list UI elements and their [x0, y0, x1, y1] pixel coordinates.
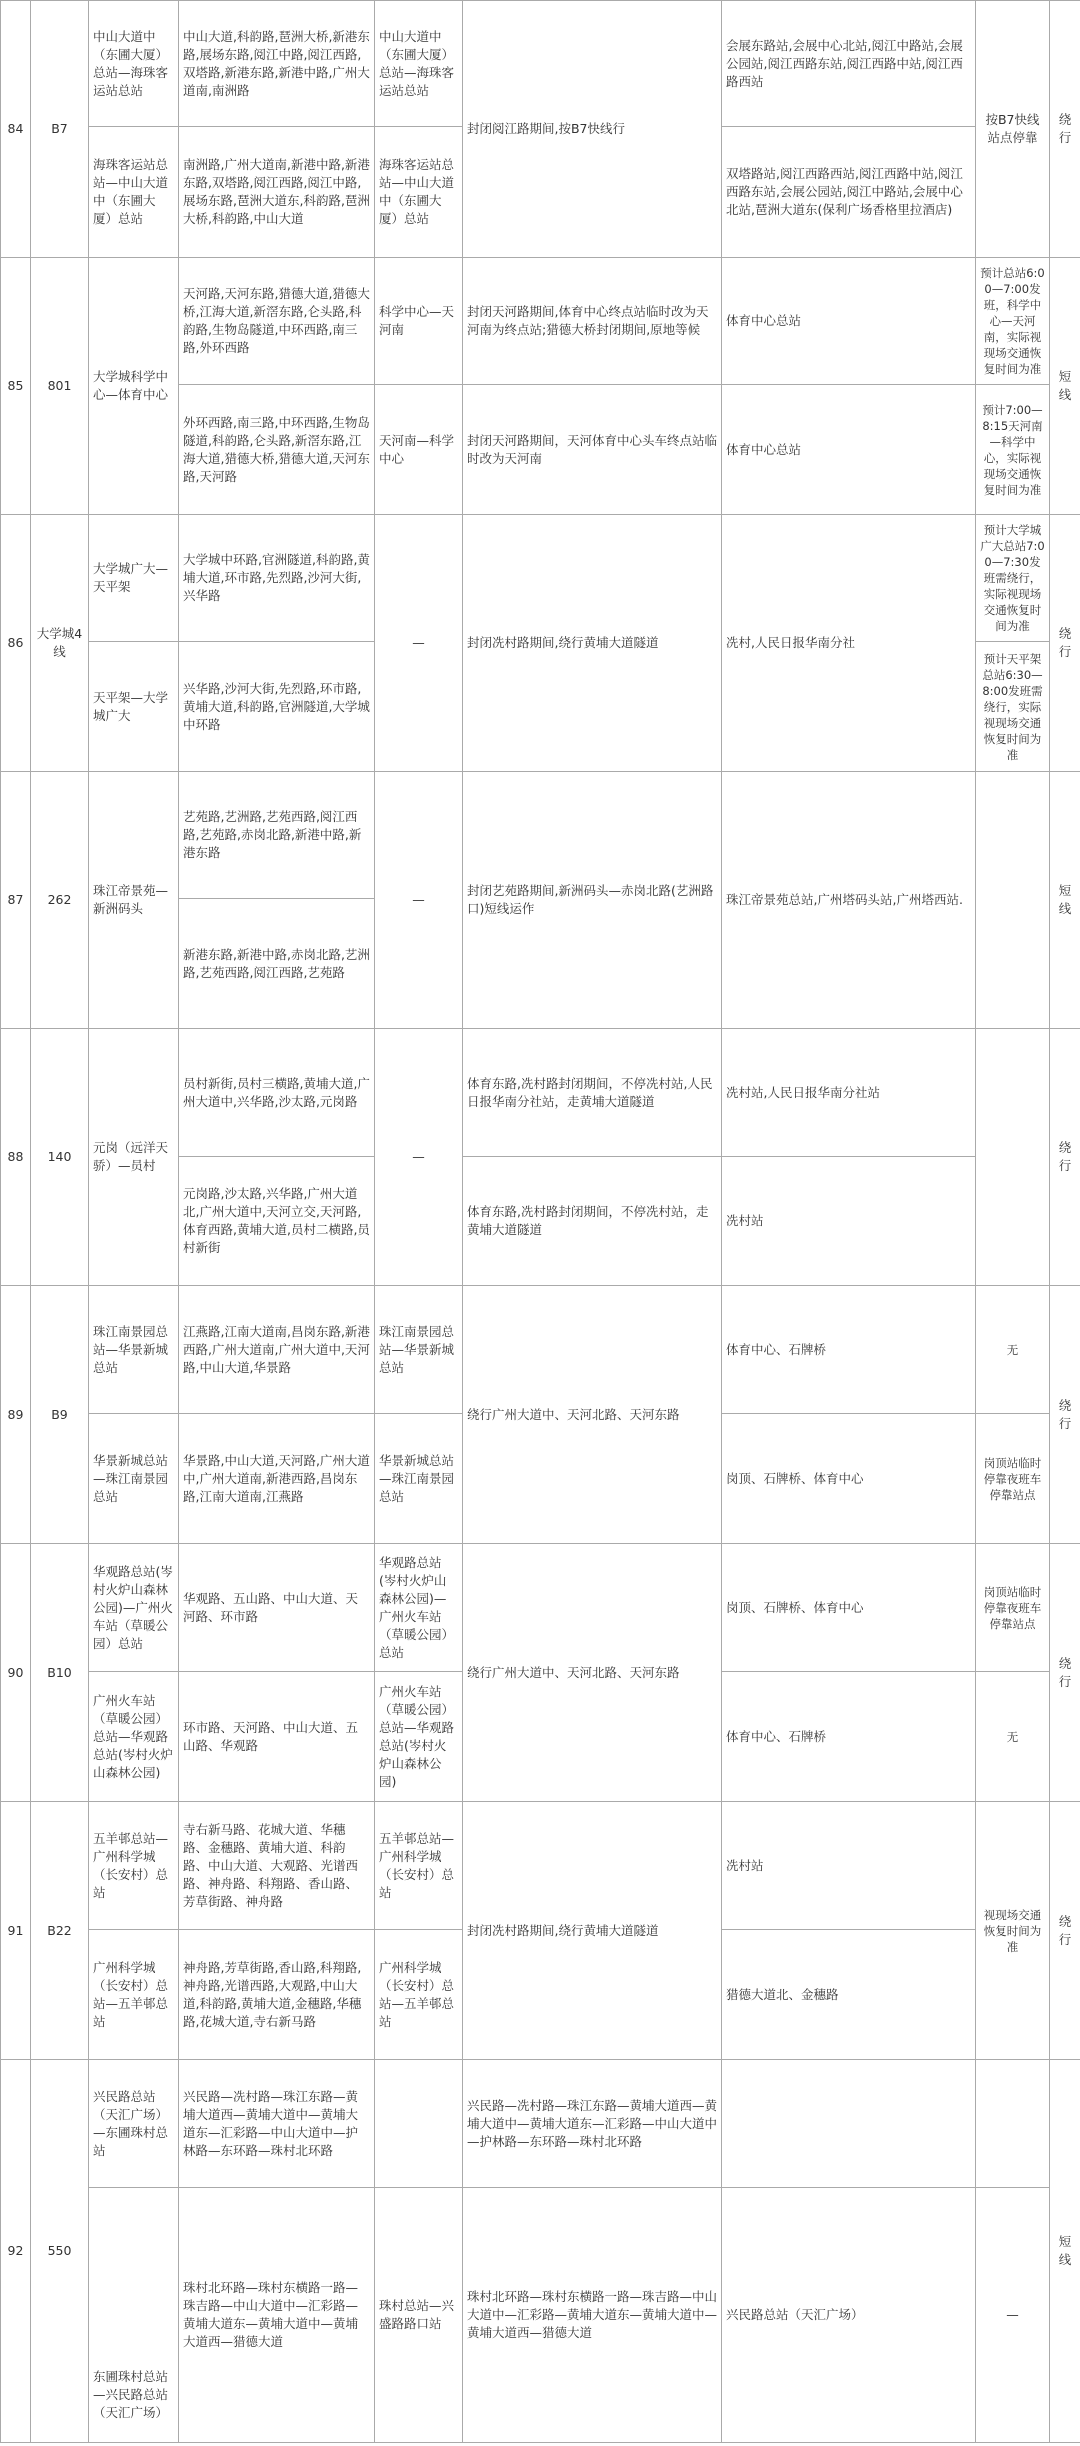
direction: 五羊邨总站—广州科学城（长安村）总站 — [89, 1802, 179, 1930]
adjustment: 珠村北环路—珠村东横路一路—珠吉路—中山大道中—汇彩路—黄埔大道东—黄埔大道中—黄埔大道西—猎德大道 — [463, 2188, 722, 2443]
affected-stops: 体育中心、石牌桥 — [722, 1672, 976, 1802]
original-route: 员村新街,员村三横路,黄埔大道,广州大道中,兴华路,沙太路,元岗路 — [179, 1029, 375, 1157]
affected-stops: 会展东路站,会展中心北站,阅江中路站,会展公园站,阅江西路东站,阅江西路中站,阅江西路西站 — [722, 1, 976, 127]
adjustment: 兴民路—冼村路—珠江东路—黄埔大道西—黄埔大道中—黄埔大道东—汇彩路—中山大道中—护林路—东环路—珠村北环路 — [463, 2060, 722, 2188]
adjusted-direction: — — [375, 515, 463, 772]
direction: 大学城广大—天平架 — [89, 515, 179, 642]
affected-stops: 冼村,人民日报华南分社 — [722, 515, 976, 772]
row-number: 84 — [1, 1, 31, 258]
affected-stops: 岗顶、石牌桥、体育中心 — [722, 1544, 976, 1672]
row-number: 85 — [1, 258, 31, 515]
adjust-type: 短线 — [1050, 258, 1080, 515]
row-number: 88 — [1, 1029, 31, 1286]
affected-stops: 岗顶、石牌桥、体育中心 — [722, 1414, 976, 1544]
adjusted-direction: 五羊邨总站—广州科学城（长安村）总站 — [375, 1802, 463, 1930]
adjusted-direction: 科学中心—天河南 — [375, 258, 463, 385]
affected-stops: 冼村站 — [722, 1157, 976, 1286]
adjustment: 封闭冼村路期间,绕行黄埔大道隧道 — [463, 1802, 722, 2060]
adjusted-direction: 华景新城总站—珠江南景园总站 — [375, 1414, 463, 1544]
table-row — [1, 1286, 1080, 1414]
adjusted-direction: 广州科学城（长安村）总站—五羊邨总站 — [375, 1930, 463, 2060]
adjustment: 绕行广州大道中、天河北路、天河东路 — [463, 1286, 722, 1544]
direction: 天平架—大学城广大 — [89, 642, 179, 772]
affected-stops: 冼村站,人民日报华南分社站 — [722, 1029, 976, 1157]
adjustment: 绕行广州大道中、天河北路、天河东路 — [463, 1544, 722, 1802]
remarks: 预计7:00—8:15天河南—科学中心，实际视现场交通恢复时间为准 — [976, 385, 1050, 515]
adjust-type: 绕行 — [1050, 1029, 1080, 1286]
remarks: 预计总站6:00—7:00发班，科学中心—天河南，实际视现场交通恢复时间为准 — [976, 258, 1050, 385]
original-route: 大学城中环路,官洲隧道,科韵路,黄埔大道,环市路,先烈路,沙河大街,兴华路 — [179, 515, 375, 642]
original-route: 中山大道,科韵路,琶洲大桥,新港东路,展场东路,阅江中路,阅江西路,双塔路,新港东路,新港中路,广州大道南,南洲路 — [179, 1, 375, 127]
affected-stops: 双塔路站,阅江西路西站,阅江西路中站,阅江西路东站,会展公园站,阅江中路站,会展中心北站,琶洲大道东(保利广场香格里拉酒店) — [722, 127, 976, 258]
original-route: 神舟路,芳草街路,香山路,科翔路,神舟路,光谱西路,大观路,中山大道,科韵路,黄埔大道,金穗路,华穗路,花城大道,寺右新马路 — [179, 1930, 375, 2060]
affected-stops: 兴民路总站（天汇广场） — [722, 2188, 976, 2443]
route-name: 大学城4线 — [31, 515, 89, 772]
row-number: 89 — [1, 1286, 31, 1544]
route-name: 140 — [31, 1029, 89, 1286]
table-row — [1, 1544, 1080, 1672]
direction: 华景新城总站—珠江南景园总站 — [89, 1414, 179, 1544]
affected-stops: 体育中心总站 — [722, 258, 976, 385]
original-route: 环市路、天河路、中山大道、五山路、华观路 — [179, 1672, 375, 1802]
direction: 东圃珠村总站—兴民路总站（天汇广场） — [89, 2188, 179, 2443]
table-row — [1, 1029, 1080, 1157]
row-number: 90 — [1, 1544, 31, 1802]
adjustment: 封闭艺苑路期间,新洲码头—赤岗北路(艺洲路口)短线运作 — [463, 772, 722, 1029]
direction: 华观路总站(岑村火炉山森林公园)—广州火车站（草暖公园）总站 — [89, 1544, 179, 1672]
direction: 珠江南景园总站—华景新城总站 — [89, 1286, 179, 1414]
adjustment: 封闭阅江路期间,按B7快线行 — [463, 1, 722, 258]
original-route: 元岗路,沙太路,兴华路,广州大道北,广州大道中,天河立交,天河路,体育西路,黄埔大道,员村二横路,员村新街 — [179, 1157, 375, 1286]
adjusted-direction: 广州火车站（草暖公园）总站—华观路总站(岑村火炉山森林公园) — [375, 1672, 463, 1802]
original-route: 兴民路—冼村路—珠江东路—黄埔大道西—黄埔大道中—黄埔大道东—汇彩路—中山大道中—护林路—东环路—珠村北环路 — [179, 2060, 375, 2188]
direction: 大学城科学中心—体育中心 — [89, 258, 179, 515]
table-row — [1, 772, 1080, 899]
adjusted-direction: 华观路总站(岑村火炉山森林公园)—广州火车站（草暖公园）总站 — [375, 1544, 463, 1672]
original-route: 珠村北环路—珠村东横路一路—珠吉路—中山大道中—汇彩路—黄埔大道东—黄埔大道中—黄埔大道西—猎德大道 — [179, 2188, 375, 2443]
original-route: 艺苑路,艺洲路,艺苑西路,阅江西路,艺苑路,赤岗北路,新港中路,新港东路 — [179, 772, 375, 899]
adjusted-direction: 中山大道中（东圃大厦）总站—海珠客运站总站 — [375, 1, 463, 127]
row-number: 91 — [1, 1802, 31, 2060]
adjustment: 封闭天河路期间,体育中心终点站临时改为天河南为终点站;猎德大桥封闭期间,原地等候 — [463, 258, 722, 385]
remarks — [976, 1029, 1050, 1286]
adjustment: 体育东路,冼村路封闭期间，不停冼村站,人民日报华南分社站，走黄埔大道隧道 — [463, 1029, 722, 1157]
original-route: 南洲路,广州大道南,新港中路,新港东路,双塔路,阅江西路,阅江中路,展场东路,琶洲大道东,科韵路,琶洲大桥,科韵路,中山大道 — [179, 127, 375, 258]
affected-stops: 体育中心、石牌桥 — [722, 1286, 976, 1414]
route-name: B9 — [31, 1286, 89, 1544]
table-row — [1, 258, 1080, 385]
adjusted-direction: — — [375, 772, 463, 1029]
table-row — [1, 515, 1080, 642]
original-route: 华观路、五山路、中山大道、天河路、环市路 — [179, 1544, 375, 1672]
original-route: 寺右新马路、花城大道、华穗路、金穗路、黄埔大道、科韵路、中山大道、大观路、光谱西路、神舟路、科翔路、香山路、芳草街路、神舟路 — [179, 1802, 375, 1930]
adjusted-direction: 天河南—科学中心 — [375, 385, 463, 515]
row-number: 92 — [1, 2060, 31, 2443]
adjust-type: 绕行 — [1050, 1286, 1080, 1544]
table-row — [1, 2060, 1080, 2188]
table-row — [1, 2188, 1080, 2443]
remarks: 预计天平架总站6:30—8:00发班需绕行，实际视现场交通恢复时间为准 — [976, 642, 1050, 772]
row-number: 86 — [1, 515, 31, 772]
remarks: 岗顶站临时停靠夜班车停靠站点 — [976, 1414, 1050, 1544]
affected-stops: 冼村站 — [722, 1802, 976, 1930]
table-row — [1, 1802, 1080, 1930]
remarks: 无 — [976, 1286, 1050, 1414]
original-route: 新港东路,新港中路,赤岗北路,艺洲路,艺苑西路,阅江西路,艺苑路 — [179, 899, 375, 1029]
direction: 海珠客运站总站—中山大道中（东圃大厦）总站 — [89, 127, 179, 258]
route-name: 801 — [31, 258, 89, 515]
table-row — [1, 1, 1080, 127]
adjustment: 封闭冼村路期间,绕行黄埔大道隧道 — [463, 515, 722, 772]
remarks — [976, 2060, 1050, 2188]
original-route: 外环西路,南三路,中环西路,生物岛隧道,科韵路,仑头路,新滘东路,江海大道,猎德大桥,猎德大道,天河东路,天河路 — [179, 385, 375, 515]
remarks: 无 — [976, 1672, 1050, 1802]
adjustment: 封闭天河路期间，天河体育中心头车终点站临时改为天河南 — [463, 385, 722, 515]
remarks: — — [976, 2188, 1050, 2443]
remarks: 岗顶站临时停靠夜班车停靠站点 — [976, 1544, 1050, 1672]
original-route: 华景路,中山大道,天河路,广州大道中,广州大道南,新港西路,昌岗东路,江南大道南,江燕路 — [179, 1414, 375, 1544]
direction: 中山大道中（东圃大厦）总站—海珠客运站总站 — [89, 1, 179, 127]
adjust-type: 短线 — [1050, 2060, 1080, 2443]
direction: 广州火车站（草暖公园）总站—华观路总站(岑村火炉山森林公园) — [89, 1672, 179, 1802]
remarks: 视现场交通恢复时间为准 — [976, 1802, 1050, 2060]
affected-stops: 体育中心总站 — [722, 385, 976, 515]
adjusted-direction: 海珠客运站总站—中山大道中（东圃大厦）总站 — [375, 127, 463, 258]
adjustment: 体育东路,冼村路封闭期间，不停冼村站，走黄埔大道隧道 — [463, 1157, 722, 1286]
direction: 珠江帝景苑—新洲码头 — [89, 772, 179, 1029]
remarks — [976, 772, 1050, 1029]
adjusted-direction: 珠江南景园总站—华景新城总站 — [375, 1286, 463, 1414]
adjusted-direction: — — [375, 1029, 463, 1286]
original-route: 江燕路,江南大道南,昌岗东路,新港西路,广州大道南,广州大道中,天河路,中山大道,华景路 — [179, 1286, 375, 1414]
direction: 广州科学城（长安村）总站—五羊邨总站 — [89, 1930, 179, 2060]
adjust-type: 绕行 — [1050, 1, 1080, 258]
remarks: 按B7快线站点停靠 — [976, 1, 1050, 258]
affected-stops — [722, 2060, 976, 2188]
adjust-type: 绕行 — [1050, 1544, 1080, 1802]
original-route: 天河路,天河东路,猎德大道,猎德大桥,江海大道,新滘东路,仑头路,科韵路,生物岛隧道,中环西路,南三路,外环西路 — [179, 258, 375, 385]
adjust-type: 绕行 — [1050, 1802, 1080, 2060]
direction: 兴民路总站（天汇广场）—东圃珠村总站 — [89, 2060, 179, 2188]
affected-stops: 猎德大道北、金穗路 — [722, 1930, 976, 2060]
row-number: 87 — [1, 772, 31, 1029]
route-name: 262 — [31, 772, 89, 1029]
original-route: 兴华路,沙河大街,先烈路,环市路,黄埔大道,科韵路,官洲隧道,大学城中环路 — [179, 642, 375, 772]
adjusted-direction — [375, 2060, 463, 2188]
adjusted-direction: 珠村总站—兴盛路路口站 — [375, 2188, 463, 2443]
route-name: B22 — [31, 1802, 89, 2060]
remarks: 预计大学城广大总站7:00—7:30发班需绕行，实际视现场交通恢复时间为准 — [976, 515, 1050, 642]
route-name: B10 — [31, 1544, 89, 1802]
adjust-type: 短线 — [1050, 772, 1080, 1029]
direction: 元岗（远洋天骄）—员村 — [89, 1029, 179, 1286]
route-name: 550 — [31, 2060, 89, 2443]
route-name: B7 — [31, 1, 89, 258]
adjust-type: 绕行 — [1050, 515, 1080, 772]
affected-stops: 珠江帝景苑总站,广州塔码头站,广州塔西站. — [722, 772, 976, 1029]
